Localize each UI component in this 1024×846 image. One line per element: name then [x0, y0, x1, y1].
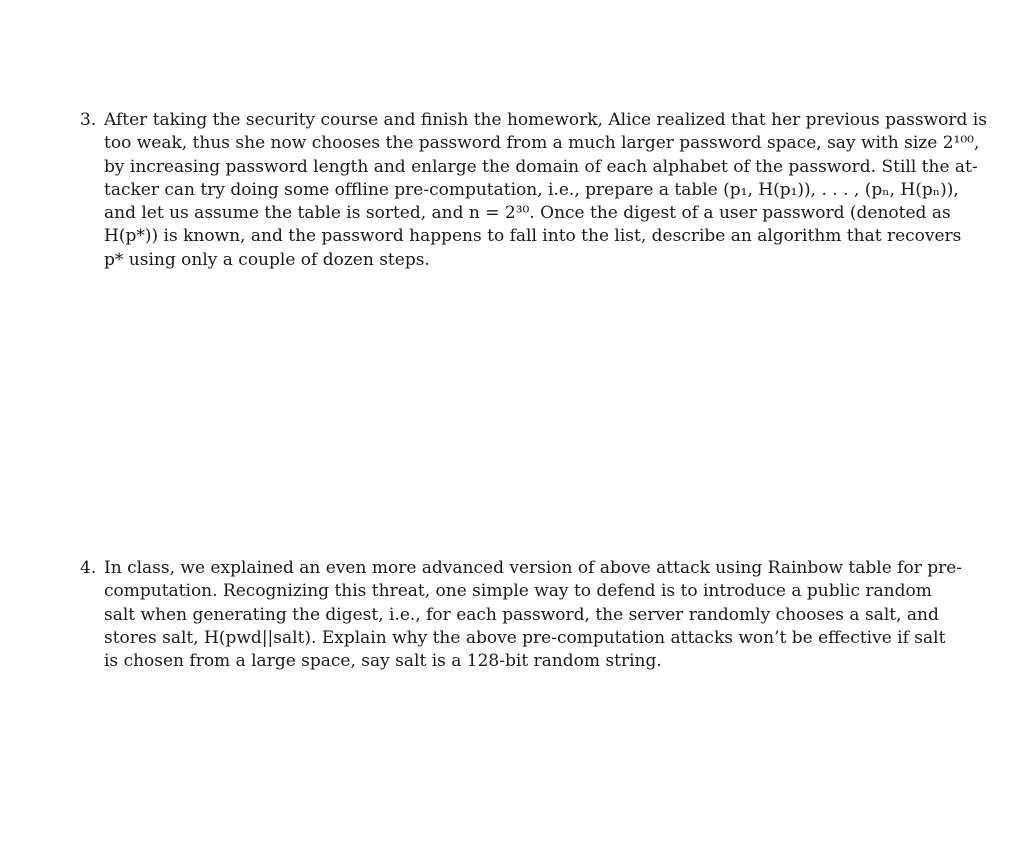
problem-text-line: is chosen from a large space, say salt is a 128-bit random string. [104, 651, 662, 672]
problem-text-line: and let us assume the table is sorted, and n = 2³⁰. Once the digest of a user password (denoted as [104, 203, 951, 224]
problem-text-line: H(p*)) is known, and the password happens to fall into the list, describe an algorithm that recovers [104, 226, 962, 247]
problem-number: 4. [80, 558, 97, 578]
problem-text-line: by increasing password length and enlarge the domain of each alphabet of the password. Still the at- [104, 156, 978, 177]
problem-number: 3. [80, 110, 97, 130]
problem-text-line: too weak, thus she now chooses the password from a much larger password space, say with size 2¹⁰⁰, [104, 133, 980, 154]
problem-3 [80, 109, 987, 272]
problem-4 [80, 557, 963, 673]
problem-text-line: In class, we explained an even more advanced version of above attack using Rainbow table for pre- [104, 558, 963, 578]
problem-text-line: computation. Recognizing this threat, one simple way to defend is to introduce a public random [104, 581, 932, 602]
problem-text-line: After taking the security course and finish the homework, Alice realized that her previous password is [104, 110, 987, 130]
problem-text-line: salt when generating the digest, i.e., for each password, the server randomly chooses a salt, and [104, 604, 939, 625]
problem-text-line: tacker can try doing some offline pre-computation, i.e., prepare a table (p₁, H(p₁)), . . . , (pₙ, H(pₙ)), [104, 179, 959, 200]
problem-text-line: stores salt, H(pwd||salt). Explain why the above pre-computation attacks won’t be effective if salt [104, 627, 946, 648]
problem-text-line: p* using only a couple of dozen steps. [104, 249, 430, 270]
